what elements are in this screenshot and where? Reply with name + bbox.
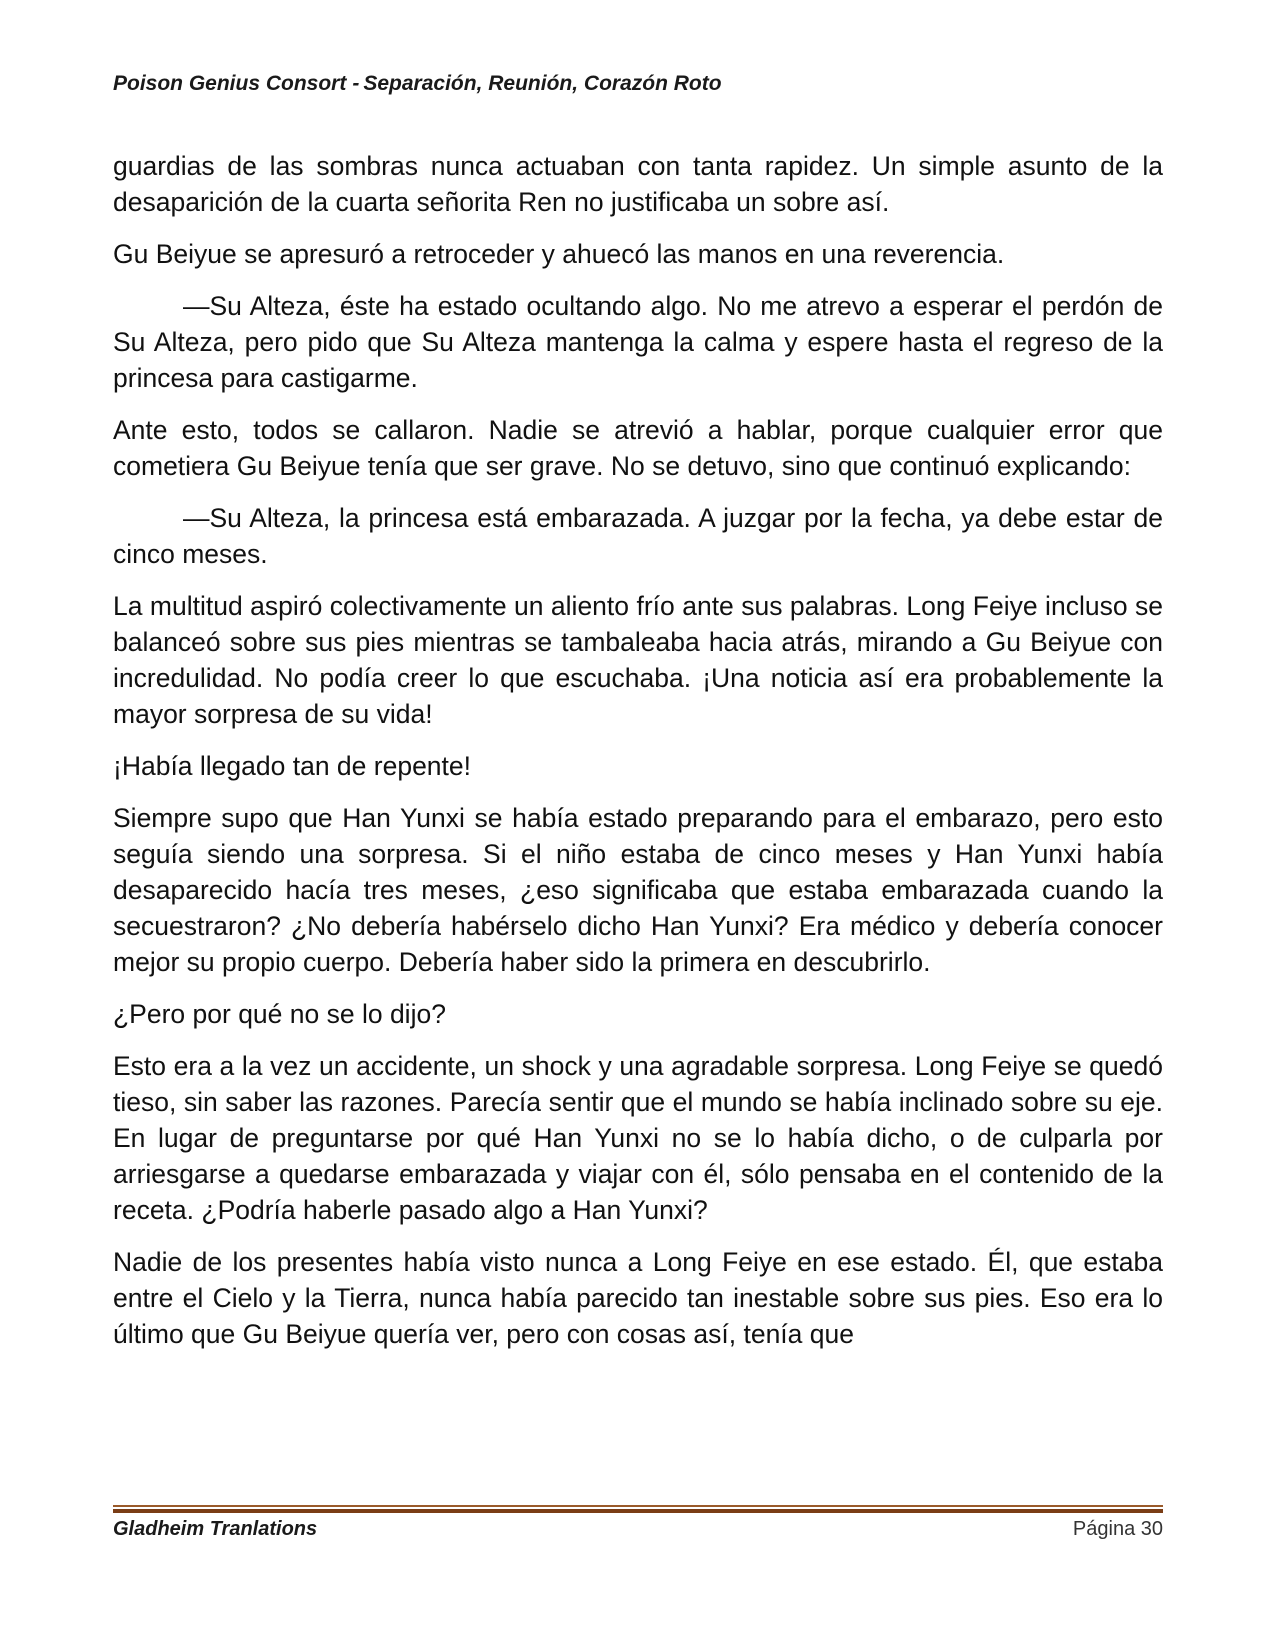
paragraph: Ante esto, todos se callaron. Nadie se atrevió a hablar, porque cualquier error que cometiera Gu Beiyue tenía que ser grave. No se detuvo, sino que continuó explicando:	[113, 415, 1163, 481]
paragraph: Esto era a la vez un accidente, un shock y una agradable sorpresa. Long Feiye se quedó tieso, sin saber las razones. Parecía sentir que el mundo se había inclinado sobre su eje. En lugar de preguntarse por qué Han Yunxi no se lo había dicho, o de culparla por arriesgarse a quedarse embarazada y viajar con él, sólo pensaba en el contenido de la receta. ¿Podría haberle pasado algo a Han Yunxi?	[113, 1051, 1163, 1225]
paragraph: ¡Había llegado tan de repente!	[113, 751, 472, 781]
paragraph: Siempre supo que Han Yunxi se había estado preparando para el embarazo, pero esto seguía siendo una sorpresa. Si el niño estaba de cinco meses y Han Yunxi había desaparecido hacía tres meses, ¿eso significaba que estaba embarazada cuando la secuestraron? ¿No debería habérselo dicho Han Yunxi? Era médico y debería conocer mejor su propio cuerpo. Debería haber sido la primera en descubrirlo.	[113, 803, 1163, 977]
page-header	[113, 72, 1163, 102]
footer-divider-thin-line	[113, 1505, 1163, 1507]
paragraph: guardias de las sombras nunca actuaban con tanta rapidez. Un simple asunto de la desaparición de la cuarta señorita Ren no justificaba un sobre así.	[113, 151, 1163, 217]
chapter-title: Separación, Reunión, Corazón Roto	[363, 72, 722, 95]
paragraph: Gu Beiyue se apresuró a retroceder y ahuecó las manos en una reverencia.	[113, 239, 1005, 269]
footer-page-number: Página 30	[1072, 1518, 1163, 1540]
header-separator: -	[352, 72, 360, 95]
page-body	[113, 148, 1163, 1368]
dialog-paragraph: —Su Alteza, éste ha estado ocultando algo. No me atrevo a esperar el perdón de Su Alteza, pero pido que Su Alteza mantenga la calma y espere hasta el regreso de la princesa para castigarme.	[113, 291, 1163, 393]
paragraph: ¿Pero por qué no se lo dijo?	[113, 999, 446, 1029]
footer-divider-thick-line	[113, 1509, 1163, 1513]
book-title: Poison Genius Consort	[113, 72, 347, 95]
footer-divider	[113, 1505, 1163, 1513]
paragraph: Nadie de los presentes había visto nunca a Long Feiye en ese estado. Él, que estaba entre el Cielo y la Tierra, nunca había parecido tan inestable sobre sus pies. Eso era lo último que Gu Beiyue quería ver, pero con cosas así, tenía que	[113, 1247, 1163, 1349]
footer-publisher: Gladheim Tranlations	[113, 1518, 318, 1540]
dialog-paragraph: —Su Alteza, la princesa está embarazada. A juzgar por la fecha, ya debe estar de cinco meses.	[113, 503, 1163, 569]
paragraph: La multitud aspiró colectivamente un aliento frío ante sus palabras. Long Feiye incluso se balanceó sobre sus pies mientras se tambaleaba hacia atrás, mirando a Gu Beiyue con incredulidad. No podía creer lo que escuchaba. ¡Una noticia así era probablemente la mayor sorpresa de su vida!	[113, 591, 1163, 729]
